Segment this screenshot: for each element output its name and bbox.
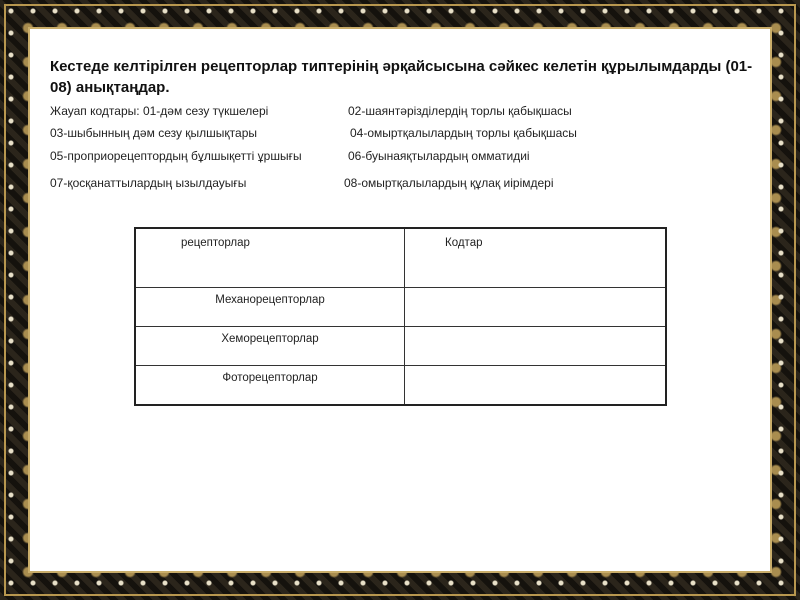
answer-codes-label: Жауап кодтары: xyxy=(50,104,140,118)
answer-01: 01-дәм сезу түкшелері xyxy=(142,104,269,118)
table-row xyxy=(135,288,666,327)
answer-06: 06-буынаяқтылардың омматидиі xyxy=(348,149,530,163)
code-cell[interactable] xyxy=(405,288,667,327)
header-cell-codes: Кодтар xyxy=(405,228,667,288)
receptor-cell: Хеморецепторлар xyxy=(135,327,405,366)
answer-03: 03-шыбынның дәм сезу қылшықтары xyxy=(50,126,258,140)
code-cell[interactable] xyxy=(405,366,667,406)
answer-02: 02-шаянтәрізділердің торлы қабықшасы xyxy=(348,104,572,118)
content-panel xyxy=(28,27,772,573)
answer-08: 08-омыртқалылардың құлақ иірімдері xyxy=(344,176,554,190)
code-cell[interactable] xyxy=(405,327,667,366)
table-header-row xyxy=(135,228,666,288)
receptor-cell: Фоторецепторлар xyxy=(135,366,405,406)
receptor-cell: Механорецепторлар xyxy=(135,288,405,327)
receptor-table xyxy=(134,227,667,406)
answer-codes-line-1 xyxy=(50,104,268,118)
table-row xyxy=(135,327,666,366)
answer-05: 05-проприорецептордың бұлшықетті ұршығы xyxy=(50,149,302,163)
header-cell-receptors: рецепторлар xyxy=(135,228,405,288)
answer-07: 07-қосқанаттылардың ызылдауығы xyxy=(50,176,247,190)
task-title: Кестеде келтірілген рецепторлар типтерінің әрқайсысына сәйкес келетін құрылымдарды (01-08) анықтаңдар. xyxy=(50,58,753,96)
answer-04: 04-омыртқалылардың торлы қабықшасы xyxy=(350,126,577,140)
table-row xyxy=(135,366,666,406)
